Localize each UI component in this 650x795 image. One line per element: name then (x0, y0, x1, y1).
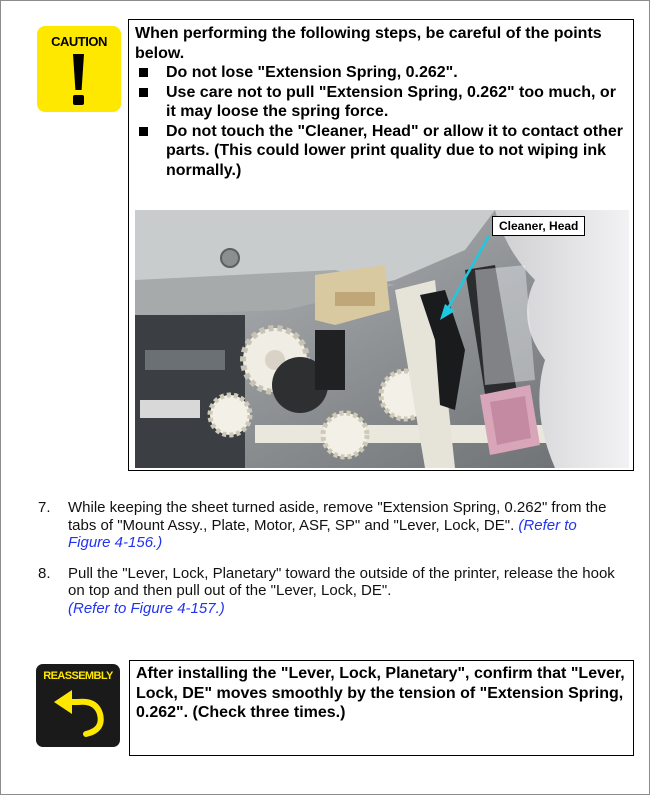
step-text: Pull the "Lever, Lock, Planetary" toward the outside of the printer, release the hook on top and then pull out of the "Lever, Lock, DE". (68, 564, 615, 599)
step-body (68, 499, 618, 552)
reassembly-icon-label: REASSEMBLY (43, 670, 113, 682)
caution-bullet-text: Use care not to pull "Extension Spring, 0.262" too much, or it may loose the spring force. (166, 83, 616, 120)
step-body (68, 565, 618, 618)
caution-intro: When performing the following steps, be careful of the points below. (135, 25, 602, 62)
reassembly-icon (36, 664, 120, 747)
step-item (38, 565, 618, 618)
square-bullet-icon (135, 83, 166, 122)
caution-box (128, 19, 634, 471)
caution-bullet (135, 63, 627, 83)
square-bullet-icon (135, 63, 166, 83)
procedure-steps (38, 499, 618, 630)
reassembly-box (129, 660, 634, 756)
caution-text (135, 24, 627, 180)
photo-illustration (135, 210, 629, 468)
figure-reference-link[interactable]: (Refer to Figure 4-156.) (68, 516, 577, 551)
reassembly-text: After installing the "Lever, Lock, Planetary", confirm that "Lever, Lock, DE" moves smoothly by the tension of "Extension Spring, 0.262". (Check three times.) (136, 665, 625, 721)
printer-mechanism-photo (135, 210, 629, 468)
step-number: 7. (38, 499, 51, 516)
figure-reference-link[interactable]: (Refer to Figure 4-157.) (68, 599, 225, 617)
exclamation-dot (73, 95, 84, 105)
caution-icon (37, 26, 121, 112)
caution-bullet-text: Do not lose "Extension Spring, 0.262". (166, 64, 458, 81)
step-item (38, 499, 618, 552)
square-bullet-icon (135, 122, 166, 181)
return-arrow-icon (46, 686, 110, 742)
caution-bullet (135, 83, 627, 122)
photo-callout-label: Cleaner, Head (492, 216, 585, 236)
caution-icon-label: CAUTION (51, 34, 107, 49)
caution-bullet (135, 122, 627, 181)
step-text: While keeping the sheet turned aside, remove "Extension Spring, 0.262" from the tabs of "Mount Assy., Plate, Motor, ASF, SP" and "Lever, Lock, DE". (68, 499, 607, 534)
exclamation-bar (73, 54, 84, 90)
caution-bullet-text: Do not touch the "Cleaner, Head" or allow it to contact other parts. (This could lower print quality due to not wiping ink normally.) (166, 122, 623, 179)
step-number: 8. (38, 564, 51, 582)
